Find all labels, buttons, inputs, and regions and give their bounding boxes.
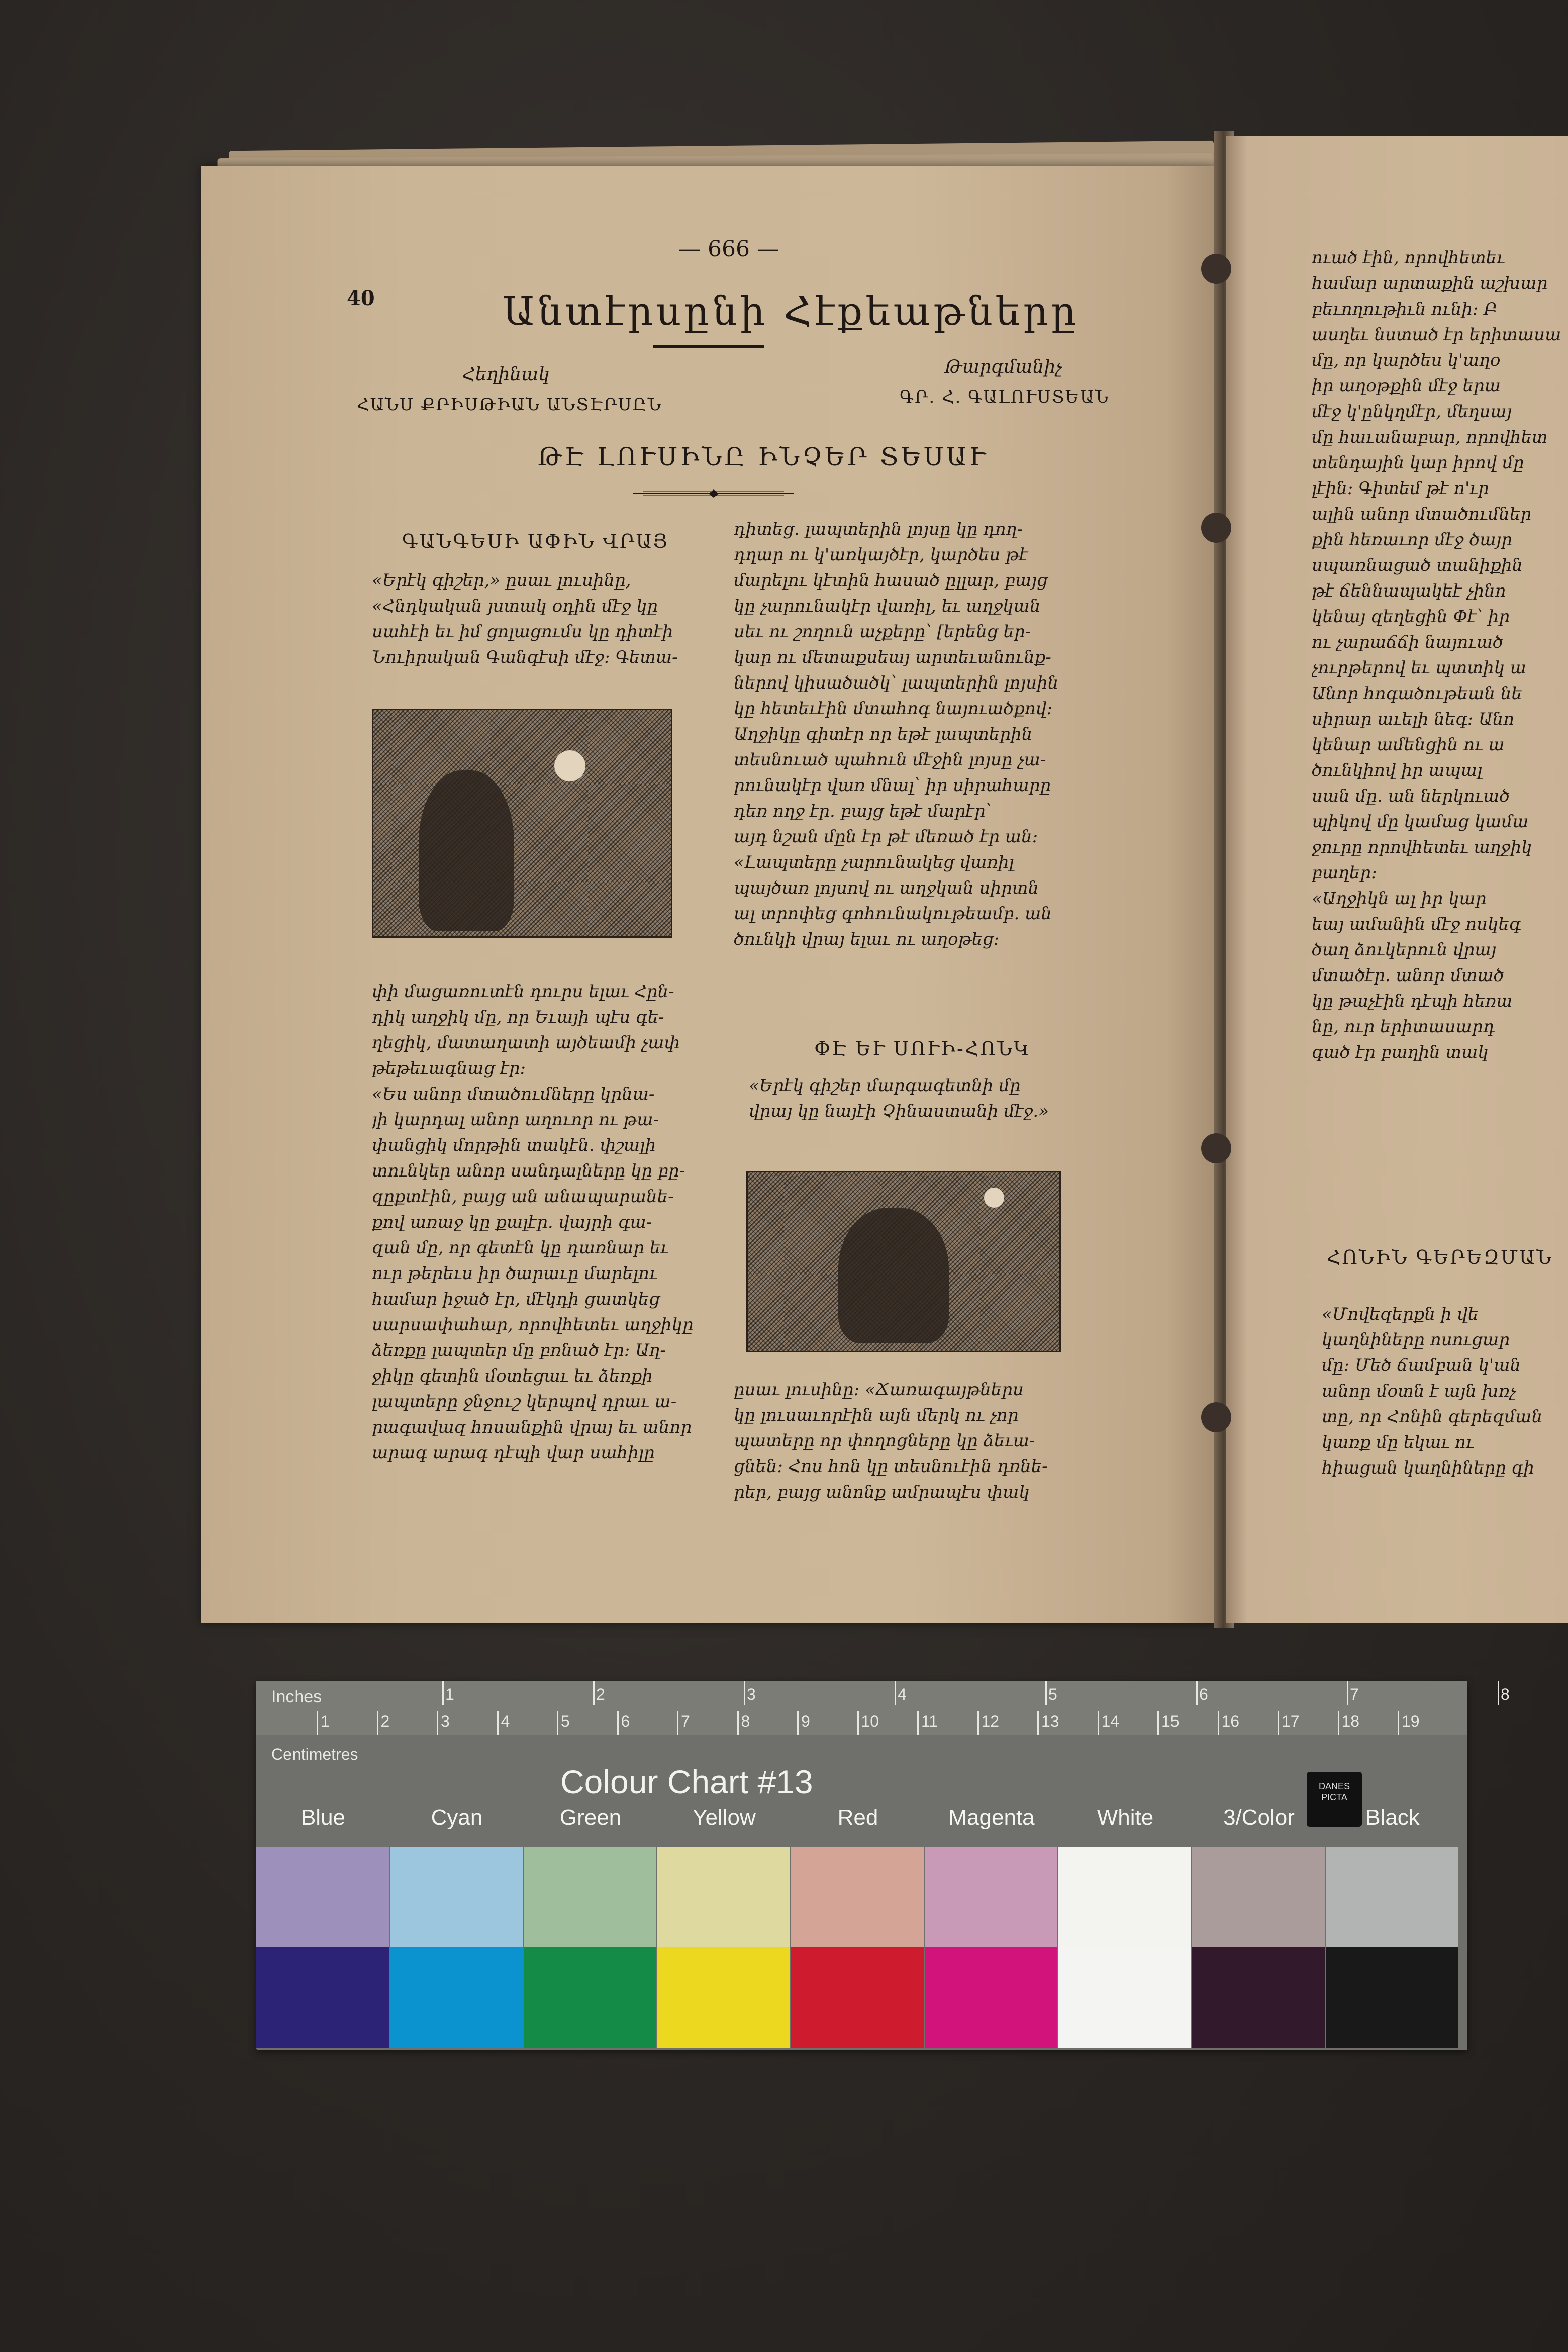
cm-number: 15 xyxy=(1161,1712,1180,1730)
cm-tick xyxy=(1398,1711,1399,1735)
swatch-dark xyxy=(524,1947,656,2048)
text-line: բեւողութիւն ունի։ Բ xyxy=(1312,299,1498,319)
cm-tick xyxy=(1278,1711,1279,1735)
text-line: ալին անոր մտածումներ xyxy=(1312,504,1532,524)
text-line: սեւ ու շողուն աչքերը՝ [երենց եր- xyxy=(734,622,1031,642)
text-line: կառք մը եկաւ ու xyxy=(1322,1432,1475,1452)
binding-hole xyxy=(1201,513,1231,543)
text-line: սպառնացած տանիքին xyxy=(1312,555,1523,575)
title-rule xyxy=(653,345,764,348)
text-line: մը, որ կարծես կ'աղօ xyxy=(1312,350,1501,370)
cm-tick xyxy=(677,1711,678,1735)
cm-tick xyxy=(497,1711,499,1735)
patch-label: White xyxy=(1097,1805,1154,1830)
patch-label: 3/Color xyxy=(1223,1805,1295,1830)
text-line: գած էր բաղին տակ xyxy=(1312,1042,1489,1062)
patch-label: Blue xyxy=(301,1805,346,1830)
swatch-light xyxy=(1058,1847,1191,1947)
cm-number: 12 xyxy=(981,1712,1000,1730)
cm-number: 16 xyxy=(1221,1712,1240,1730)
cm-number: 11 xyxy=(921,1712,938,1730)
text-line: կենայ զեղեցին Փէ՝ իր xyxy=(1312,607,1510,627)
text-line: դիկ աղջիկ մը, որ Եւայի պէս գե- xyxy=(372,1007,664,1027)
text-line: ալ տրոփեց գոհունակութեամբ. ան xyxy=(734,904,1052,924)
inch-tick xyxy=(1045,1681,1047,1705)
cm-tick xyxy=(1157,1711,1159,1735)
swatch-light xyxy=(256,1847,389,1947)
author-name: ՀԱՆՍ ՔՐԻՍԹԻԱՆ ԱՆՏԷՐՍԸՆ xyxy=(357,395,662,415)
swatch-light xyxy=(791,1847,924,1947)
swatch-light xyxy=(657,1847,790,1947)
moon-icon xyxy=(554,750,585,781)
text-line: ներով կիսածածկ՝ լապտերին լոյսին xyxy=(734,673,1059,693)
text-line: Աղջիկը գիտէր որ եթէ լապտերին xyxy=(734,724,1033,744)
patch-label: Red xyxy=(837,1805,878,1830)
swatch-dark xyxy=(390,1947,523,2048)
inch-number: 7 xyxy=(1350,1685,1359,1703)
text-line: տունկեր անոր սանդալները կը բը- xyxy=(372,1161,685,1181)
page-number: — 666 — xyxy=(678,236,779,262)
illustration-woman-by-river xyxy=(372,709,672,938)
text-line: կենար ամենցին ու ա xyxy=(1312,735,1505,755)
text-line: այդ նշան մըն էր թէ մեռած էր ան։ xyxy=(734,827,1038,847)
swatch-dark xyxy=(1192,1947,1325,2048)
translator-label: Թարգմանիչ xyxy=(945,357,1062,377)
text-line: մէջ կ'ընկղմէր, մեղսայ xyxy=(1312,402,1512,422)
text-line: հիացան կաղնիները գի xyxy=(1322,1458,1534,1478)
text-line: կը չարունակէր վառիլ, եւ աղջկան xyxy=(734,596,1041,616)
swatch-dark xyxy=(925,1947,1057,2048)
text-line: դիտեց. լապտերին լոյսը կը դող- xyxy=(734,519,1023,539)
cm-tick xyxy=(857,1711,859,1735)
text-line: քին հեռաւոր մէջ ծայր xyxy=(1312,530,1513,550)
text-line: «Լապտերը չարունակեց վառիլ xyxy=(734,852,1014,872)
cm-number: 14 xyxy=(1101,1712,1120,1730)
cm-tick xyxy=(1037,1711,1039,1735)
text-line: Նուիրական Գանգէսի մէջ։ Գետա- xyxy=(372,647,678,667)
patch-label: Cyan xyxy=(431,1805,483,1830)
swatch-light xyxy=(1192,1847,1325,1947)
cm-tick xyxy=(1098,1711,1099,1735)
text-line: ու չարաճճի նայուած xyxy=(1312,632,1504,652)
swatch-light xyxy=(524,1847,656,1947)
inch-tick xyxy=(593,1681,595,1705)
text-line: ուած էին, որովհետեւ xyxy=(1312,248,1505,268)
cm-number: 10 xyxy=(861,1712,879,1730)
cm-number: 7 xyxy=(681,1712,690,1730)
text-line: պայծառ լոյսով ու աղջկան սիրտն xyxy=(734,878,1039,898)
swatch-light xyxy=(925,1847,1057,1947)
chart-title: Colour Chart #13 xyxy=(560,1763,813,1800)
text-line: «Երէկ գիշեր մարգագետնի մը xyxy=(749,1075,1021,1096)
text-line: փի մացառուտէն դուրս ելաւ Հըն- xyxy=(372,982,674,1002)
illustration-seated-figure xyxy=(746,1171,1061,1352)
swatch-dark xyxy=(256,1947,389,2048)
cm-number: 18 xyxy=(1341,1712,1360,1730)
patch-label: Yellow xyxy=(693,1805,756,1830)
section-heading: ՓԷ ԵՒ ՍՈՒԻ-ՀՈՆԿ xyxy=(814,1038,1031,1060)
cm-tick xyxy=(1338,1711,1339,1735)
section-heading: ՀՈՆԻՆ ԳԵՐԵԶՄԱՆ xyxy=(1327,1246,1553,1268)
text-line: «Ես անոր մտածումները կրնա- xyxy=(372,1084,655,1104)
text-line: իր աղօթքին մէջ երա xyxy=(1312,376,1501,396)
text-line: րեր, բայց անոնք ամրապէս փակ xyxy=(734,1482,1030,1502)
centimetres-label: Centimetres xyxy=(271,1745,358,1763)
text-column xyxy=(372,568,704,670)
text-line: ծունկի վրայ ելաւ ու աղօթեց։ xyxy=(734,929,1000,949)
inch-tick xyxy=(1347,1681,1348,1705)
text-line: փանցիկ մորթին տակէն. փշալի xyxy=(372,1135,656,1155)
author-label: Հեղինակ xyxy=(462,364,550,385)
text-line: մը։ Մեծ ճամբան կ'ան xyxy=(1322,1355,1521,1376)
text-line: տեսնուած պահուն մէջին լոյսը չա- xyxy=(734,750,1046,770)
text-line: ցնեն։ Հոս հոն կը տեսնուէին դռնե- xyxy=(734,1456,1048,1477)
text-line: կը հետեւէին մտահոգ նայուածքով։ xyxy=(734,699,1053,719)
cm-number: 17 xyxy=(1282,1712,1300,1730)
text-line: սահէի եւ իմ ցոլացումս կը դիտէի xyxy=(372,622,673,642)
cm-number: 3 xyxy=(441,1712,450,1730)
cm-tick xyxy=(797,1711,799,1735)
text-line: չուրթերով եւ պտտիկ ա xyxy=(1312,658,1527,678)
cm-tick xyxy=(617,1711,619,1735)
text-line: կը լուսաւորէին այն մերկ ու չոր xyxy=(734,1405,1019,1425)
cm-number: 2 xyxy=(380,1712,390,1730)
text-line: մտածէր. անոր մտած xyxy=(1312,965,1504,986)
text-line: ուր թերեւս իր ծարաւը մարելու xyxy=(372,1263,658,1284)
binding-hole xyxy=(1201,254,1231,284)
text-line: րագավազ հոսանքին վրայ եւ անոր xyxy=(372,1417,692,1437)
text-line: Անոր հոգածութեան նե xyxy=(1312,683,1522,704)
swatch-light xyxy=(390,1847,523,1947)
text-line: րունակէր վառ մնալ՝ իր սիրահարը xyxy=(734,775,1051,796)
text-line: յի կարդալ անոր աղուոր ու թա- xyxy=(372,1110,659,1130)
cm-tick xyxy=(1218,1711,1219,1735)
cm-number: 19 xyxy=(1402,1712,1420,1730)
text-line: համար իջած էր, մէկդի ցատկեց xyxy=(372,1289,660,1309)
text-line: մը հաւանաբար, որովհետ xyxy=(1312,427,1548,447)
text-line: ձեռքը լապտեր մը բռնած էր։ Աղ- xyxy=(372,1340,666,1360)
text-line: սիրար աւելի նեգ։ Անո xyxy=(1312,709,1515,729)
text-line: «Երէկ գիշեր,» ըսաւ լուսինը, xyxy=(372,570,631,591)
inch-tick xyxy=(895,1681,896,1705)
text-line: կաղնիները ոսուցար xyxy=(1322,1330,1510,1350)
text-line: զըքտէին, բայց ան անապարանե- xyxy=(372,1187,674,1207)
cm-tick xyxy=(917,1711,919,1735)
inch-tick xyxy=(744,1681,745,1705)
text-line: համար արտաքին աշխար xyxy=(1312,273,1548,293)
inches-label: Inches xyxy=(271,1687,322,1706)
text-line: ջուրը որովհետեւ աղջիկ xyxy=(1312,837,1532,857)
text-line: պիկով մը կամաց կամա xyxy=(1312,812,1529,832)
cm-tick xyxy=(317,1711,318,1735)
text-line: անոր մօտն է այն խռչ xyxy=(1322,1381,1516,1401)
inch-tick xyxy=(1196,1681,1198,1705)
cm-tick xyxy=(977,1711,979,1735)
text-line: եայ ամանին մէջ ոսկեգ xyxy=(1312,914,1521,934)
colour-chart xyxy=(256,1681,1510,2050)
cm-tick xyxy=(737,1711,739,1735)
text-line: լէին։ Գիտեմ թէ ո'ւր xyxy=(1312,478,1489,499)
binding-hole xyxy=(1201,1402,1231,1432)
swatch-dark xyxy=(1058,1947,1191,2048)
text-line: «Աղջիկն ալ իր կար xyxy=(1312,889,1487,909)
text-line: «Մովեզերքն ի վե xyxy=(1322,1304,1479,1324)
swatch-dark xyxy=(657,1947,790,2048)
story-title: ԹԷ ԼՈՒՍԻՆԸ ԻՆՉԵՐ ՏԵՍԱՒ xyxy=(538,442,988,471)
figure-silhouette xyxy=(838,1208,949,1343)
inch-number: 1 xyxy=(445,1685,454,1703)
cm-number: 1 xyxy=(321,1712,330,1730)
text-line: զան մը, որ գետէն կը դառնար եւ xyxy=(372,1238,669,1258)
text-line: տը, որ Հոնին գերեզման xyxy=(1322,1407,1543,1427)
text-column xyxy=(734,1377,1086,1505)
cm-tick xyxy=(557,1711,558,1735)
cm-number: 6 xyxy=(621,1712,630,1730)
text-line: թէ ճեննապակեէ չինո xyxy=(1312,581,1506,601)
cm-tick xyxy=(437,1711,438,1735)
binding-hole xyxy=(1201,1133,1231,1163)
inch-number: 8 xyxy=(1501,1685,1510,1703)
translator-name: ԳՐ. Հ. ԳԱԼՈՒՍՏԵԱՆ xyxy=(900,387,1110,407)
text-line: մարելու կէտին հասած ըլլար, բայց xyxy=(734,570,1048,591)
swatch-dark xyxy=(1326,1947,1458,2048)
text-column xyxy=(734,517,1086,952)
cm-number: 4 xyxy=(501,1712,510,1730)
inch-tick xyxy=(1498,1681,1499,1705)
text-line: դղար ու կ'առկայծէր, կարծես թէ xyxy=(734,545,1028,565)
section-heading: ԳԱՆԳԵՍԻ ԱՓԻՆ ՎՐԱՅ xyxy=(402,530,669,552)
text-line: ղեցիկ, մատաղատի այծեամի չափ xyxy=(372,1033,680,1053)
swatch-dark xyxy=(791,1947,924,2048)
text-column xyxy=(1312,245,1568,1065)
side-number: 40 xyxy=(347,286,375,310)
text-line: սարսափահար, որովհետեւ աղջիկը xyxy=(372,1315,694,1335)
text-line: կը թաչէին դէպի հեռա xyxy=(1312,991,1513,1011)
text-column xyxy=(1322,1302,1568,1481)
patch-label: Magenta xyxy=(948,1805,1035,1830)
cm-number: 5 xyxy=(561,1712,570,1730)
text-column xyxy=(372,979,704,1466)
text-line: պատերը որ փողոցները կը ձեւա- xyxy=(734,1431,1035,1451)
swatch-light xyxy=(1326,1847,1458,1947)
page-title: Անտէրսընի Հէքեաթները xyxy=(503,289,1080,334)
text-line: սան մը. ան ներկուած xyxy=(1312,786,1510,806)
inch-number: 3 xyxy=(747,1685,756,1703)
text-line: «Հնդկական յստակ օդին մէջ կը xyxy=(372,596,658,616)
cm-number: 8 xyxy=(741,1712,750,1730)
text-line: բաղեր։ xyxy=(1312,863,1377,883)
text-line: թեթեւագնաց էր։ xyxy=(372,1058,526,1079)
inch-number: 6 xyxy=(1199,1685,1208,1703)
patch-label: Green xyxy=(559,1805,622,1830)
text-line: դեռ ողջ էր. բայց եթէ մարէր՝ xyxy=(734,801,992,821)
text-line: կար ու մետաքսեայ արտեւանունք- xyxy=(734,647,1051,667)
patch-label: Black xyxy=(1365,1805,1420,1830)
text-column xyxy=(749,1073,1091,1124)
cm-number: 9 xyxy=(801,1712,810,1730)
text-line: լապտերը ջնջուշ կերպով դրաւ ա- xyxy=(372,1392,677,1412)
text-line: ծաղ ձուկերուն վրայ xyxy=(1312,940,1497,960)
text-line: արագ արագ դէպի վար սահիլը xyxy=(372,1443,655,1463)
inch-number: 2 xyxy=(596,1685,605,1703)
cm-number: 13 xyxy=(1041,1712,1059,1730)
text-line: տենդային կար իրով մը xyxy=(1312,453,1524,473)
text-line: ջիկը գետին մօտեցաւ եւ ձեռքի xyxy=(372,1366,653,1386)
inch-number: 5 xyxy=(1048,1685,1057,1703)
ornament-divider xyxy=(633,488,794,499)
text-line: վրայ կը նայէի Չինաստանի մէջ.» xyxy=(749,1101,1049,1121)
inch-tick xyxy=(442,1681,444,1705)
cm-tick xyxy=(377,1711,378,1735)
inch-number: 4 xyxy=(898,1685,907,1703)
figure-silhouette xyxy=(419,770,514,931)
text-line: ըսաւ լուսինը։ «Ճառագայթներս xyxy=(734,1380,1024,1400)
text-line: ասղեւ նստած էր երիտասա xyxy=(1312,325,1561,345)
moon-icon xyxy=(984,1188,1004,1208)
text-line: քով առաջ կը քալէր. վայրի գա- xyxy=(372,1212,652,1232)
text-line: ծունկիով իր ապալ xyxy=(1312,760,1483,780)
text-line: նը, ուր երիտասարդ xyxy=(1312,1017,1495,1037)
danes-picta-logo: DANES PICTA xyxy=(1307,1772,1362,1827)
